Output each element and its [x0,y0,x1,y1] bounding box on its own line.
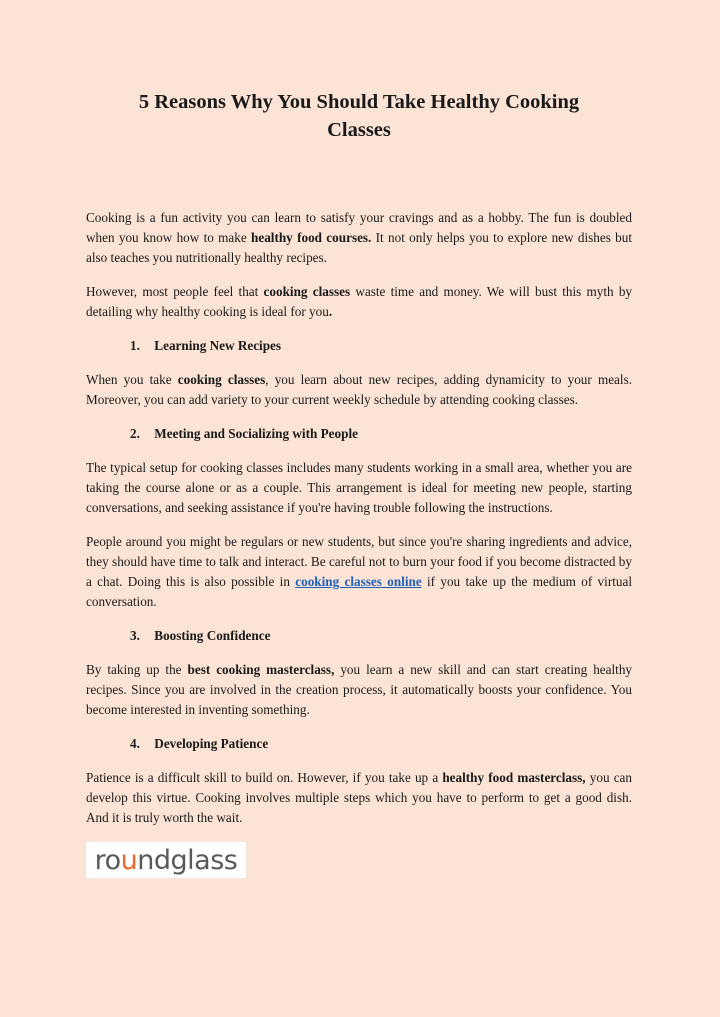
bold-phrase: best cooking masterclass, [187,662,335,677]
bold-phrase: cooking classes [263,284,351,299]
cooking-classes-online-link[interactable]: cooking classes online [295,574,422,589]
bold-phrase: healthy food masterclass, [442,770,586,785]
bold-phrase: cooking classes [177,372,266,387]
section-2-paragraph-1: The typical setup for cooking classes includes many students working in a small area, whether you are taking the course alone or as a couple. This arrangement is ideal for meeting new people, starting conversations, and seeking assistance if you're having trouble following the instructions. [86,460,632,515]
section-heading-2: 2. Meeting and Socializing with People [130,426,358,441]
section-1-paragraph: When you take cooking classes, you learn about new recipes, adding dynamicity to your meals. Moreover, you can add variety to your current weekly schedule by attending cooking classes. [86,372,632,407]
intro-paragraph-2: However, most people feel that cooking classes waste time and money. We will bust this myth by detailing why healthy cooking is ideal for you. [86,284,633,319]
bold-phrase: healthy food courses. [251,230,372,245]
section-heading-1: 1. Learning New Recipes [130,338,282,353]
roundglass-logo: ro u ndglass [86,842,246,878]
section-2-paragraph-2: People around you might be regulars or new students, but since you're sharing ingredients and advice, they should have time to talk and interact. Be careful not to burn your food if you become distracted by a chat. Doing this is also possible in cooking classes online if you take up the medium of virtual conversation. [86,534,632,609]
section-4-paragraph: Patience is a difficult skill to build on. However, if you take up a healthy food masterclass, you can develop this virtue. Cooking involves multiple steps which you have to perform to get a good dish. And it is truly worth the wait. [86,770,632,825]
section-heading-3: 3. Boosting Confidence [130,628,271,643]
section-3-paragraph: By taking up the best cooking masterclass, you learn a new skill and can start creating healthy recipes. Since you are involved in the creation process, it automatically boosts your confidence. You become interested in inventing something. [86,662,633,717]
intro-paragraph-1: Cooking is a fun activity you can learn to satisfy your cravings and as a hobby. The fun is doubled when you know how to make healthy food courses. It not only helps you to explore new dishes but also teaches you nutritionally healthy recipes. [86,210,632,265]
document-title: 5 Reasons Why You Should Take Healthy Cooking Classes [138,91,580,141]
document-page [86,88,632,878]
section-heading-4: 4. Developing Patience [130,736,269,751]
